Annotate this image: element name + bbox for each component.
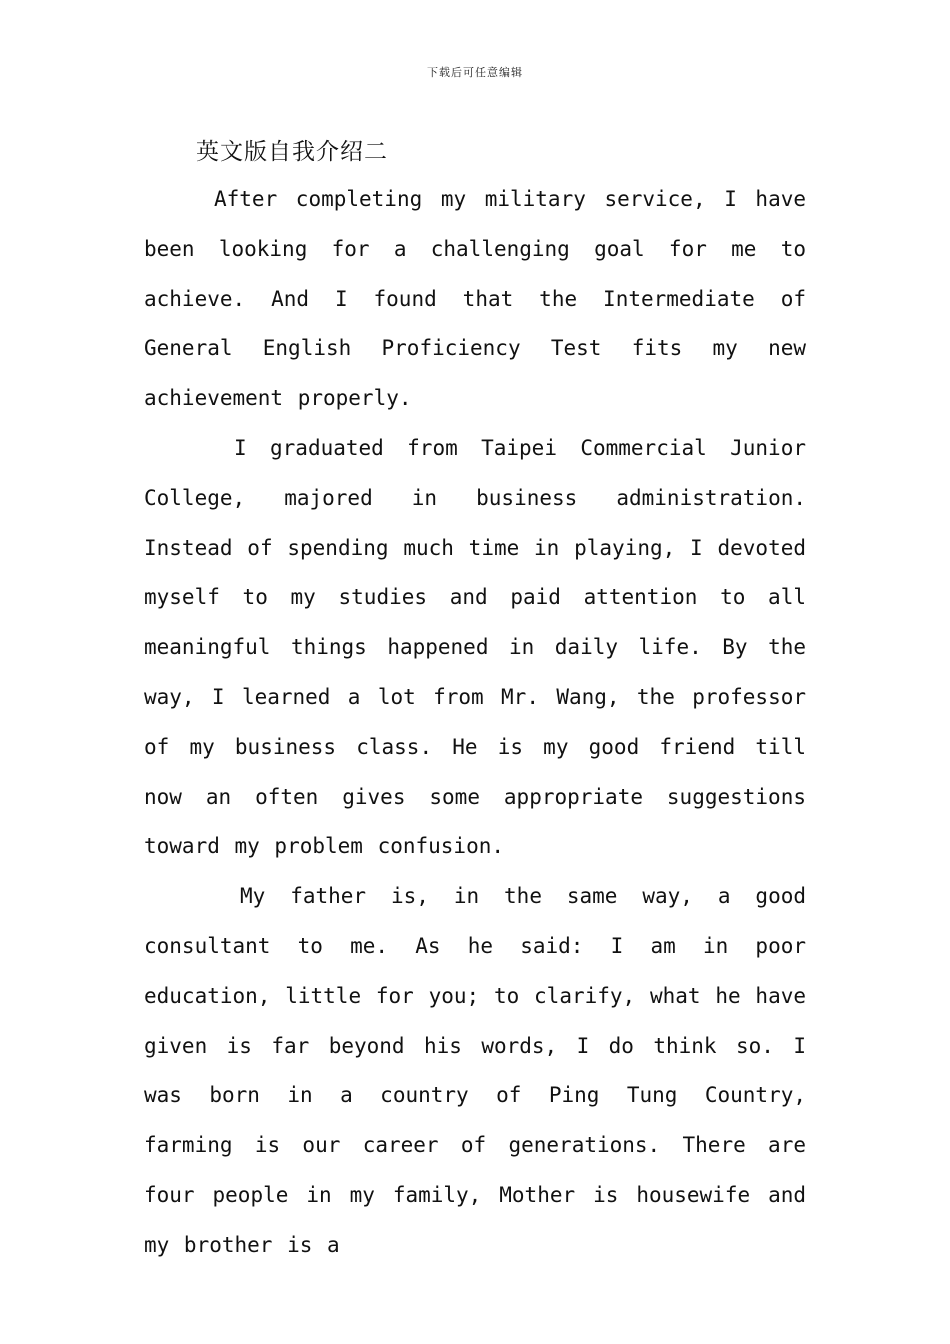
header-note: 下载后可任意编辑: [427, 66, 523, 79]
paragraph-2: I graduated from Taipei Commercial Junior College, majored in business administration. Instead of spending much time in playing, I devoted myself to my studies and paid attention to all meaningful things happened in daily life. By the way, I learned a lot from Mr. Wang, the professor of my business class. He is my good friend till now an often gives some appropriate suggestions toward my problem confusion.: [144, 435, 806, 859]
document-title: 英文版自我介绍二: [196, 139, 388, 165]
paragraph-3: My father is, in the same way, a good consultant to me. As he said: I am in poor education, little for you; to clarify, what he have given is far beyond his words, I do think so. I was born in a country of Ping Tung Country, farming is our career of generations. There are four people in my family, Mother is housewife and my brother is a: [144, 884, 806, 1257]
paragraph-1: After completing my military service, I have been looking for a challenging goal for me to achieve. And I found that the Intermediate of General English Proficiency Test fits my new achievement properly.: [144, 187, 806, 411]
document-body: [144, 175, 806, 1271]
